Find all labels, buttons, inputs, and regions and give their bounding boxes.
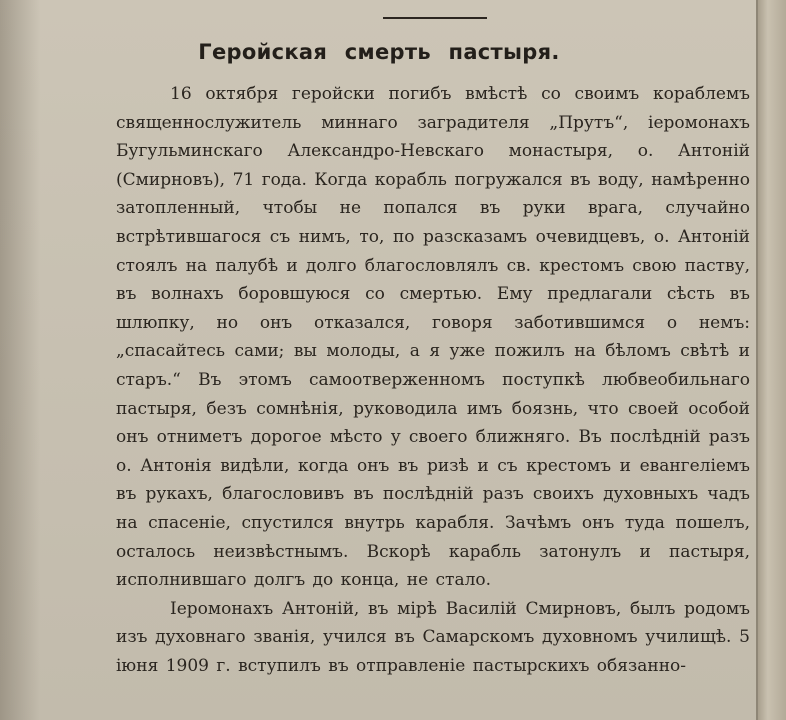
article-body [116, 80, 750, 680]
top-rule [383, 17, 487, 19]
paragraph-1: 16 октября геройски погибъ вмѣстѣ со своимъ кораблемъ священнослужитель миннаго заградителя „Прутъ“, iеромонахъ Бугульминскаго Александро-Невскаго монастыря, о. Антонiй (Смирновъ), 71 года. Когда корабль погружался въ воду, намѣренно затопленный, чтобы не попался въ руки врага, случайно встрѣтившагося съ нимъ, то, по разсказамъ очевидцевъ, о. Антонiй стоялъ на палубѣ и долго благословлялъ св. крестомъ свою паству, въ волнахъ боровшуюся со смертью. Ему предлагали сѣсть въ шлюпку, но онъ отказался, говоря заботившимся о немъ: „спасайтесь сами; вы молоды, а я уже пожилъ на бѣломъ свѣтѣ и старъ.“ Въ этомъ самоотверженномъ поступкѣ любвеобильнаго пастыря, безъ сомнѣнiя, руководила имъ боязнь, что своей особой онъ отниметъ дорогое мѣсто у своего ближняго. Въ послѣднiй разъ о. Антонiя видѣли, когда онъ въ ризѣ и съ крестомъ и евангелiемъ въ рукахъ, благословивъ въ послѣднiй разъ своихъ духовныхъ чадъ на спасенiе, спустился внутрь карабля. Зачѣмъ онъ туда пошелъ, осталось неизвѣстнымъ. Вскорѣ карабль затонулъ и пастыря, исполнившаго долгъ до конца, не стало. [116, 84, 750, 591]
article-title: Геройская смерть пастыря. [198, 40, 560, 64]
paragraph-2: Iеромонахъ Антонiй, въ мiрѣ Василiй Смирновъ, былъ родомъ изъ духовнаго званiя, учился въ Самарскомъ духовномъ училищѣ. 5 iюня 1909 г. вступилъ въ отправленiе пастырскихъ обязанно- [116, 598, 750, 676]
page-edge [756, 0, 786, 720]
